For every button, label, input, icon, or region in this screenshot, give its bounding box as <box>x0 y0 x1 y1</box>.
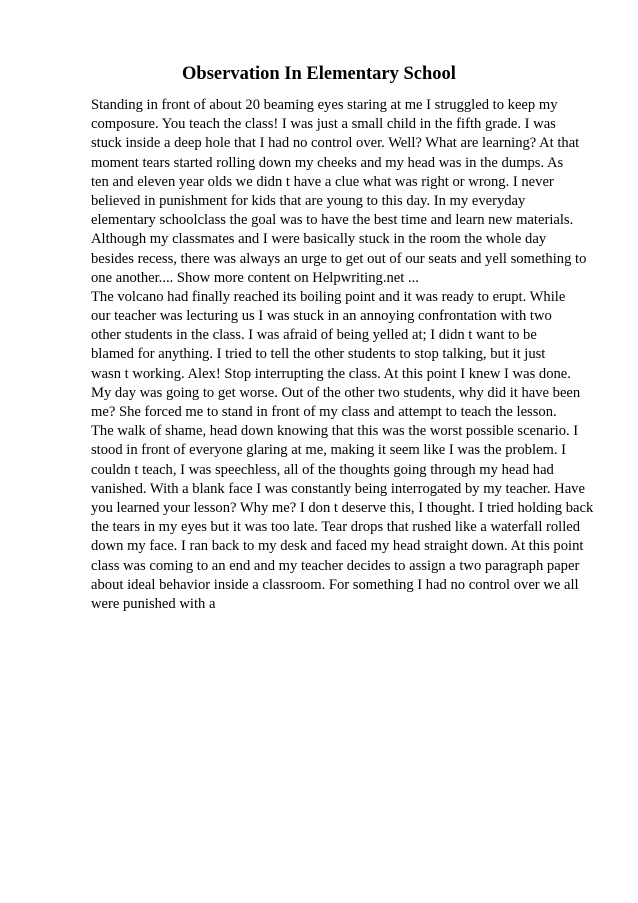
body-text-line: our teacher was lecturing us I was stuck in an annoying confrontation with two <box>91 308 552 325</box>
body-text-line: Although my classmates and I were basically stuck in the room the whole day <box>91 231 547 248</box>
document-body <box>91 96 631 614</box>
body-text-line: Standing in front of about 20 beaming eyes staring at me I struggled to keep my <box>91 97 558 113</box>
body-text-line: composure. You teach the class! I was just a small child in the fifth grade. I was <box>91 116 556 133</box>
body-text-line: believed in punishment for kids that are young to this day. In my everyday <box>91 192 526 209</box>
body-text-line: you learned your lesson? Why me? I don t deserve this, I thought. I tried holding back <box>91 499 594 516</box>
body-text-line: down my face. I ran back to my desk and faced my head straight down. At this point <box>91 538 584 555</box>
body-text-line: The walk of shame, head down knowing that this was the worst possible scenario. I <box>91 423 579 440</box>
body-text-line: me? She forced me to stand in front of my class and attempt to teach the lesson. <box>91 404 557 420</box>
body-text-line: blamed for anything. I tried to tell the other students to stop talking, but it just <box>91 346 546 363</box>
body-text-line: other students in the class. I was afraid of being yelled at; I didn t want to be <box>91 327 537 344</box>
body-text-line: ten and eleven year olds we didn t have a clue what was right or wrong. I never <box>91 173 554 190</box>
body-text-line: elementary schoolclass the goal was to have the best time and learn new materials. <box>91 212 574 229</box>
body-text-line: moment tears started rolling down my cheeks and my head was in the dumps. As <box>91 154 564 171</box>
body-text-line: couldn t teach, I was speechless, all of the thoughts going through my head had <box>91 461 554 478</box>
document-title: Observation In Elementary School <box>182 64 456 84</box>
body-text-line: wasn t working. Alex! Stop interrupting the class. At this point I knew I was done. <box>91 365 571 382</box>
body-text-line: The volcano had finally reached its boiling point and it was ready to erupt. While <box>91 288 566 305</box>
body-text-line: besides recess, there was always an urge to get out of our seats and yell something to <box>91 250 587 267</box>
body-text-line: stuck inside a deep hole that I had no control over. Well? What are learning? At that <box>91 135 580 152</box>
body-text-line: were punished with a <box>91 595 216 612</box>
body-text-line: My day was going to get worse. Out of the other two students, why did it have been <box>91 384 581 401</box>
body-text-line: vanished. With a blank face I was constantly being interrogated by my teacher. Have <box>91 480 585 497</box>
body-text-line: one another.... Show more content on Helpwriting.net ... <box>91 269 419 286</box>
body-text-line: about ideal behavior inside a classroom. For something I had no control over we all <box>91 576 579 593</box>
body-text-line: stood in front of everyone glaring at me, making it seem like I was the problem. I <box>91 442 566 459</box>
body-text-line: class was coming to an end and my teacher decides to assign a two paragraph paper <box>91 557 580 574</box>
body-text-line: the tears in my eyes but it was too late. Tear drops that rushed like a waterfall rolled <box>91 519 581 536</box>
